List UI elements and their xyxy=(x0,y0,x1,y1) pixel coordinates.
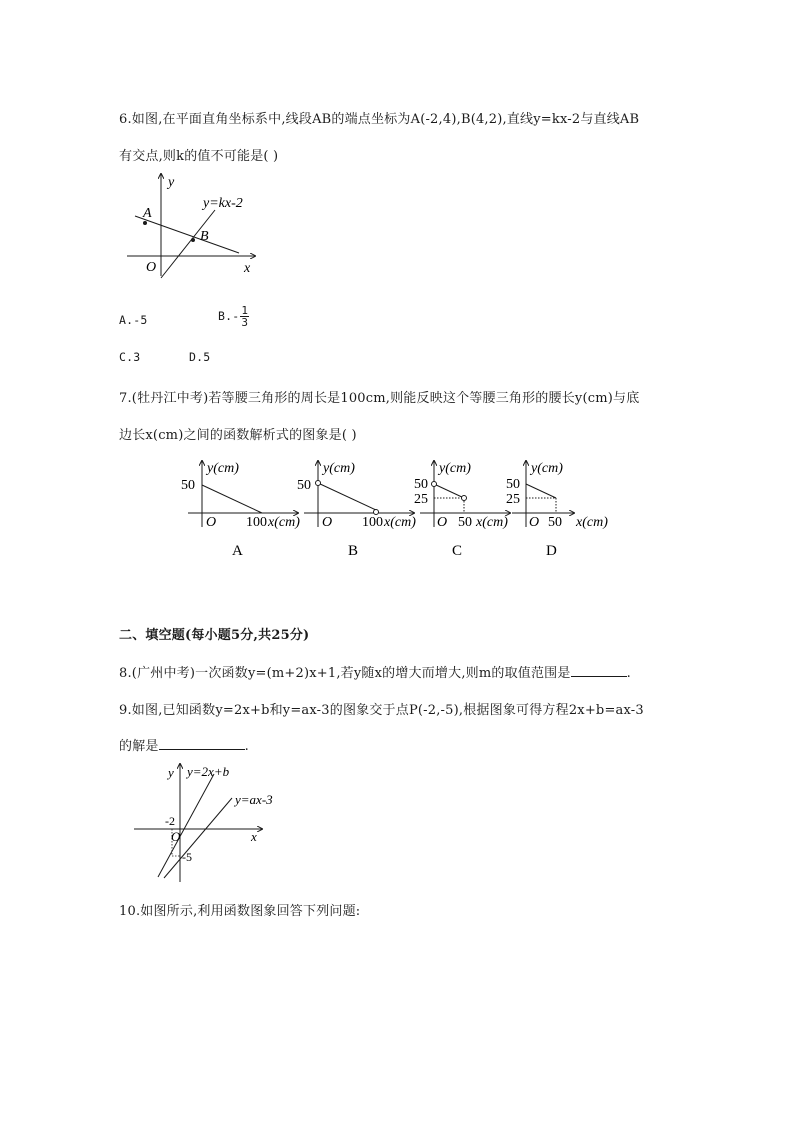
q6-figure xyxy=(115,170,285,280)
q9-line1-label: y=2x+b xyxy=(187,764,230,779)
q7-d-letter: D xyxy=(546,543,557,559)
q7-b-letter: B xyxy=(348,543,359,559)
q7-a-ytick: 50 xyxy=(181,478,195,493)
q6-option-b-num: 1 xyxy=(241,304,249,317)
q6-option-b-den: 3 xyxy=(241,316,249,329)
q7-a-xtick: 100 xyxy=(246,515,267,530)
q7-d-xlabel: x(cm) xyxy=(576,515,608,530)
q6-option-c: C.3 xyxy=(119,350,141,364)
section2-title: 二、填空题(每小题5分,共25分) xyxy=(119,628,310,643)
q8-text: 8.(广州中考)一次函数y=(m+2)x+1,若y随x的增大而增大,则m的取值范围是 xyxy=(119,666,571,681)
q6-line-kx xyxy=(161,210,215,278)
q9-tick-y: -5 xyxy=(182,850,192,864)
q6-x-label: x xyxy=(244,261,251,276)
q9-text-cont: 的解是 xyxy=(119,739,159,754)
q6-option-b xyxy=(218,305,249,328)
q7-c-ylabel: y(cm) xyxy=(439,461,471,476)
q7-graph-c xyxy=(414,461,510,559)
q7-c-origin: O xyxy=(437,515,448,530)
q6-line-label: y=kx-2 xyxy=(203,196,243,211)
q7-a-letter: A xyxy=(232,543,243,559)
q7-d-xtick: 50 xyxy=(548,515,562,530)
q7-c-letter: C xyxy=(452,543,463,559)
q6-a-label: A xyxy=(143,206,152,221)
q6-option-b-fraction xyxy=(240,305,249,328)
q9-text: 9.如图,已知函数y=2x+b和y=ax-3的图象交于点P(-2,-5),根据图象可得方程2x+b=ax-3 xyxy=(119,703,644,718)
q7-a-ylabel: y(cm) xyxy=(207,461,239,476)
q7-a-origin: O xyxy=(206,515,217,530)
q7-a-xlabel: x(cm) xyxy=(268,515,300,530)
q8-end: . xyxy=(626,666,631,681)
q7-graphs xyxy=(178,455,618,565)
q8-answer-blank[interactable] xyxy=(571,664,627,677)
q6-segment-ab xyxy=(135,216,239,253)
q7-text-cont: 边长x(cm)之间的函数解析式的图象是( ) xyxy=(119,428,357,443)
q7-d-ytick2: 25 xyxy=(506,492,520,507)
q7-b-xlabel: x(cm) xyxy=(384,515,416,530)
q7-d-ytick1: 50 xyxy=(506,477,520,492)
q6-point-a xyxy=(143,221,147,225)
q10-text: 10.如图所示,利用函数图象回答下列问题: xyxy=(119,904,361,919)
q6-b-label: B xyxy=(200,229,209,244)
q9-y-label: y xyxy=(168,765,174,780)
q9-end: . xyxy=(244,739,249,754)
q7-c-xlabel: x(cm) xyxy=(476,515,508,530)
q7-d-origin: O xyxy=(529,515,540,530)
q7-b-origin: O xyxy=(322,515,333,530)
q9-line2 xyxy=(119,735,249,754)
q6-origin: O xyxy=(146,260,157,275)
q9-tick-x: -2 xyxy=(165,814,175,828)
q6-text: 6.如图,在平面直角坐标系中,线段AB的端点坐标为A(-2,4),B(4,2),直线y=kx-2与直线AB xyxy=(119,112,640,127)
q9-origin: O xyxy=(171,829,181,844)
q7-b-xtick: 100 xyxy=(362,515,383,530)
q9-figure xyxy=(128,760,288,885)
q6-option-d: D.5 xyxy=(189,350,211,364)
q6-option-b-prefix: B.- xyxy=(218,309,240,323)
q7-c-ytick2: 25 xyxy=(414,492,428,507)
q7-d-ylabel: y(cm) xyxy=(531,461,563,476)
q7-b-ylabel: y(cm) xyxy=(323,461,355,476)
q7-graph-a xyxy=(181,461,300,559)
q9-answer-blank[interactable] xyxy=(159,737,245,750)
q7-graph-d xyxy=(506,461,608,559)
q7-text: 7.(牡丹江中考)若等腰三角形的周长是100cm,则能反映这个等腰三角形的腰长y(cm)与底 xyxy=(119,391,640,406)
q9-x-label: x xyxy=(251,829,257,844)
q7-b-ytick: 50 xyxy=(297,478,311,493)
q8-line xyxy=(119,662,631,681)
q7-c-xtick: 50 xyxy=(458,515,472,530)
q9-line2-label: y=ax-3 xyxy=(235,792,273,807)
q6-option-a: A.-5 xyxy=(119,313,148,327)
q6-point-b xyxy=(191,238,195,242)
q6-y-label: y xyxy=(168,175,175,190)
q7-c-ytick1: 50 xyxy=(414,477,428,492)
q6-text-cont: 有交点,则k的值不可能是( ) xyxy=(119,149,279,164)
q7-graph-b xyxy=(297,461,416,559)
